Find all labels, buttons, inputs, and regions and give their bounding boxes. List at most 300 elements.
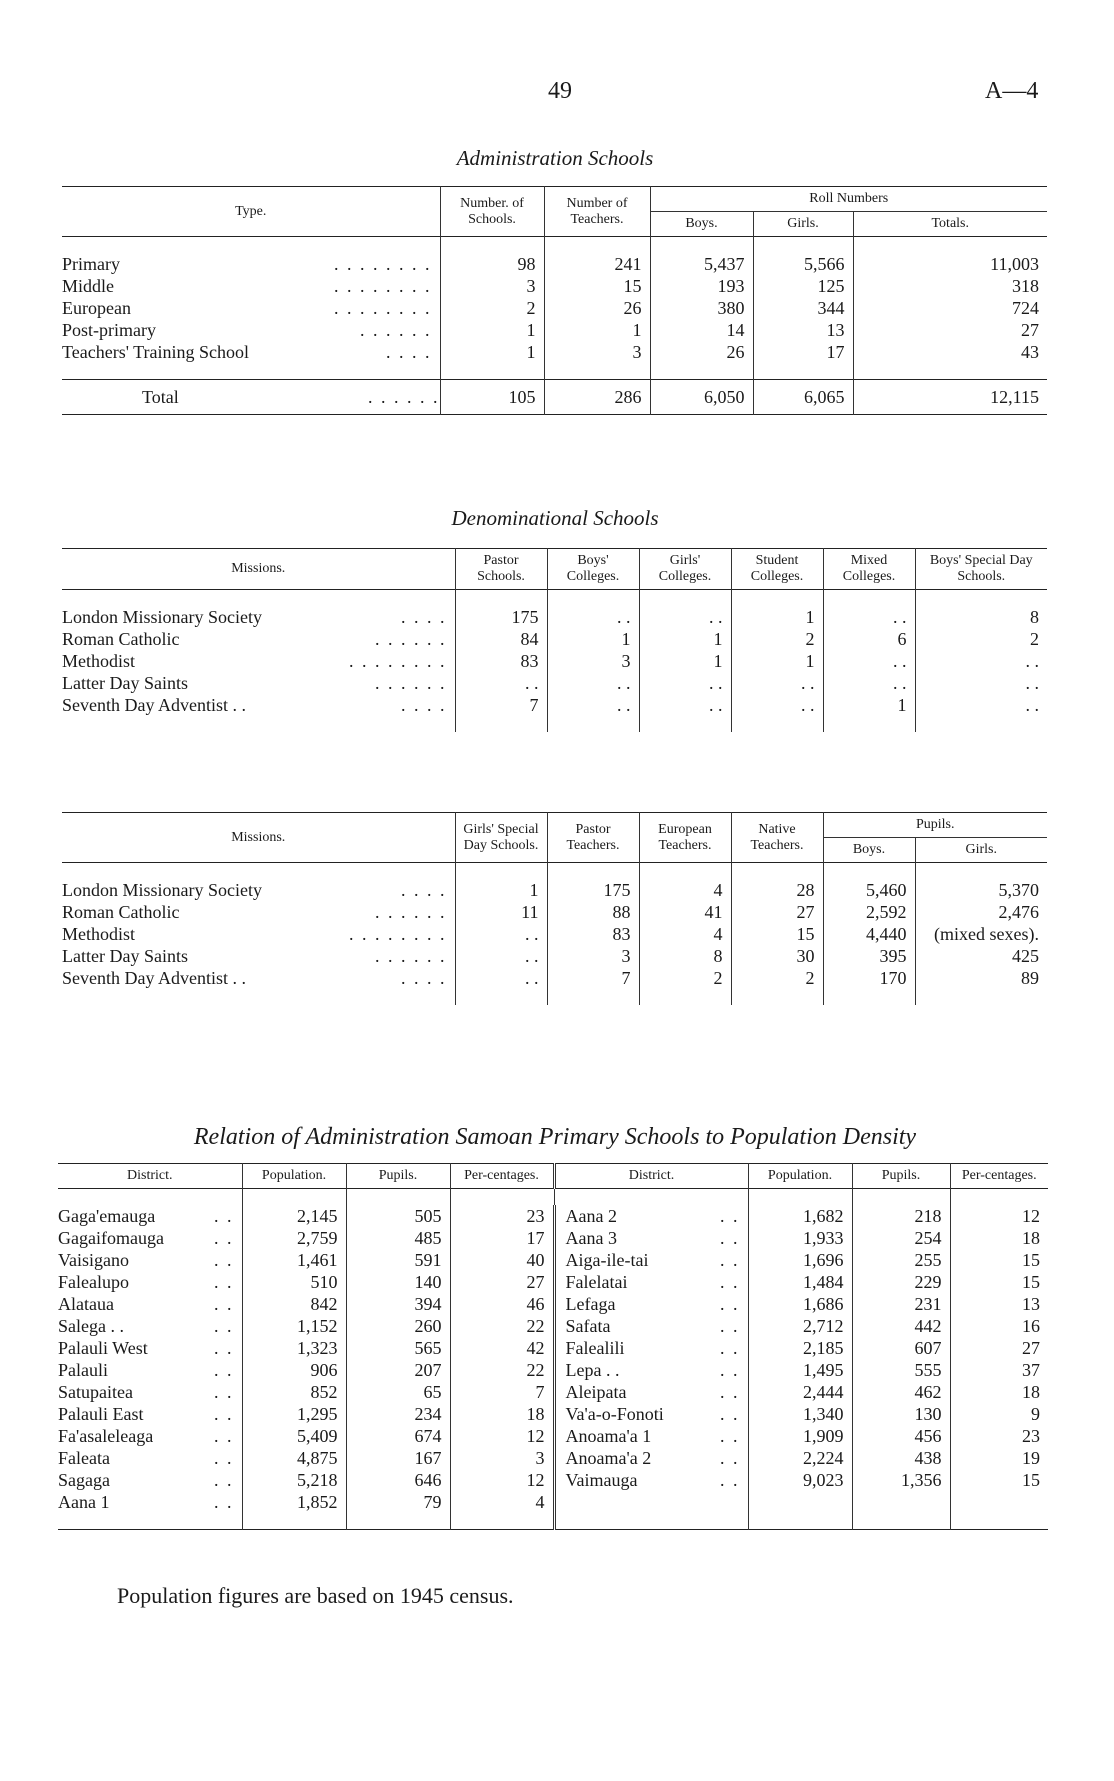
district-name	[554, 1381, 748, 1403]
header-missions: Missions.	[231, 829, 286, 845]
mission-name-text: London Missionary Society	[62, 607, 262, 628]
header-district-right: District.	[554, 1164, 748, 1189]
pct-value: 12	[450, 1469, 554, 1491]
leader-dots: . . . . . . . .	[334, 254, 432, 275]
district-name-text: Sagaga	[58, 1470, 110, 1491]
pupils-value: 234	[346, 1403, 450, 1425]
leader-dots: . . . .	[401, 607, 447, 628]
district-name-text: Falealili	[565, 1338, 625, 1359]
table-row	[62, 672, 1047, 694]
district-name-text: Aleipata	[565, 1382, 627, 1403]
leader-dots: . .	[720, 1360, 740, 1381]
table-row	[62, 628, 1047, 650]
district-name-text: Aana 1	[58, 1492, 110, 1513]
totals-value: 318	[853, 275, 1047, 297]
mission-name	[62, 923, 455, 945]
table-row	[62, 341, 1047, 363]
header-girls: Girls.	[915, 838, 1047, 863]
district-name-text: Safata	[565, 1316, 611, 1337]
pupils-value: 442	[852, 1315, 950, 1337]
pastor-teachers-value: 83	[547, 923, 639, 945]
schools-value: 1	[440, 341, 544, 363]
header-boys: Boys.	[823, 838, 915, 863]
table-row	[58, 1227, 1048, 1249]
pastor-teachers-value: 3	[547, 945, 639, 967]
leader-dots: . .	[214, 1272, 234, 1293]
pupils-value: 646	[346, 1469, 450, 1491]
table-row	[58, 1359, 1048, 1381]
district-name-text: Gagaifomauga	[58, 1228, 164, 1249]
mixed-colleges-value: 1	[823, 694, 915, 716]
table-row	[62, 879, 1047, 901]
header-pastor-schools: Pastor Schools.	[455, 549, 547, 590]
school-type-text: Middle	[62, 276, 114, 297]
student-colleges-value: . .	[731, 672, 823, 694]
population-value: 5,218	[242, 1469, 346, 1491]
leader-dots: . .	[720, 1206, 740, 1227]
mixed-colleges-value: . .	[823, 672, 915, 694]
district-name	[58, 1315, 242, 1337]
footnote: Population figures are based on 1945 census.	[117, 1583, 514, 1608]
leader-dots: . .	[720, 1272, 740, 1293]
header-totals: Totals.	[853, 212, 1047, 237]
pct-value: 22	[450, 1359, 554, 1381]
pct-value: 18	[950, 1227, 1048, 1249]
pct-value: 13	[950, 1293, 1048, 1315]
leader-dots: . .	[214, 1382, 234, 1403]
leader-dots: . .	[214, 1338, 234, 1359]
leader-dots: . . . . . . . .	[334, 276, 432, 297]
pct-value: 19	[950, 1447, 1048, 1469]
mission-name-text: Methodist	[62, 924, 136, 945]
mission-name	[62, 650, 455, 672]
pupils-value: 674	[346, 1425, 450, 1447]
population-value: 1,152	[242, 1315, 346, 1337]
mission-name	[62, 606, 455, 628]
header-mixed-colleges: Mixed Colleges.	[823, 549, 915, 590]
pupils-value: 1,356	[852, 1469, 950, 1491]
total-girls: 6,065	[753, 380, 853, 415]
boys-special-value: . .	[915, 694, 1047, 716]
table-row	[62, 319, 1047, 341]
leader-dots: . . . . . .	[375, 629, 447, 650]
pupils-value: 462	[852, 1381, 950, 1403]
population-value: 1,484	[748, 1271, 852, 1293]
totals-value: 27	[853, 319, 1047, 341]
pct-value: 27	[450, 1271, 554, 1293]
total-totals: 12,115	[853, 380, 1047, 415]
pct-value: 15	[950, 1249, 1048, 1271]
mission-name-text: London Missionary Society	[62, 880, 262, 901]
teachers-value: 15	[544, 275, 650, 297]
district-name	[58, 1337, 242, 1359]
pct-value: 17	[450, 1227, 554, 1249]
pupils-value: 591	[346, 1249, 450, 1271]
pastor-schools-value: 7	[455, 694, 547, 716]
pupils-value: 65	[346, 1381, 450, 1403]
leader-dots: . .	[720, 1448, 740, 1469]
population-value: 9,023	[748, 1469, 852, 1491]
table-row	[62, 945, 1047, 967]
girls-value: 13	[753, 319, 853, 341]
header-percentages-right: Per-centages.	[950, 1164, 1048, 1189]
district-name-text: Falealupo	[58, 1272, 129, 1293]
mixed-colleges-value: . .	[823, 606, 915, 628]
pupils-value: 140	[346, 1271, 450, 1293]
table-row	[58, 1403, 1048, 1425]
pastor-teachers-value: 175	[547, 879, 639, 901]
header-roll-numbers: Roll Numbers	[650, 187, 1047, 212]
pct-value: 4	[450, 1491, 554, 1513]
total-schools: 105	[440, 380, 544, 415]
student-colleges-value: 1	[731, 606, 823, 628]
girls-special-value: 1	[455, 879, 547, 901]
european-teachers-value: 4	[639, 879, 731, 901]
pupils-value: 229	[852, 1271, 950, 1293]
table-row	[62, 650, 1047, 672]
leader-dots: . .	[720, 1250, 740, 1271]
total-label	[62, 380, 440, 415]
population-value: 2,712	[748, 1315, 852, 1337]
leader-dots: . . . .	[401, 880, 447, 901]
district-name-text: Palauli	[58, 1360, 108, 1381]
table-row	[58, 1249, 1048, 1271]
pupils-value: 565	[346, 1337, 450, 1359]
leader-dots: . . . . . . . .	[349, 924, 447, 945]
district-name	[554, 1359, 748, 1381]
table-row	[58, 1205, 1048, 1227]
girls-value: (mixed sexes).	[915, 923, 1047, 945]
school-type	[62, 275, 440, 297]
boys-colleges-value: . .	[547, 694, 639, 716]
total-teachers: 286	[544, 380, 650, 415]
header-boys-special-day-schools: Boys' Special Day Schools.	[915, 549, 1047, 590]
population-value: 1,933	[748, 1227, 852, 1249]
district-name	[58, 1271, 242, 1293]
mission-name-text: Methodist	[62, 651, 136, 672]
pupils-value: 485	[346, 1227, 450, 1249]
leader-dots: . . . . . .	[375, 673, 447, 694]
header-percentages-left: Per-centages.	[450, 1164, 554, 1189]
mission-name	[62, 672, 455, 694]
boys-special-value: . .	[915, 672, 1047, 694]
teachers-value: 1	[544, 319, 650, 341]
leader-dots: . .	[214, 1206, 234, 1227]
header-missions: Missions.	[231, 561, 286, 577]
document-reference: A—4	[985, 78, 1039, 104]
mission-name-text: Seventh Day Adventist . .	[62, 968, 246, 989]
district-name	[58, 1293, 242, 1315]
pastor-schools-value: 175	[455, 606, 547, 628]
header-student-colleges: Student Colleges.	[731, 549, 823, 590]
pupils-value: 607	[852, 1337, 950, 1359]
header-population-right: Population.	[748, 1164, 852, 1189]
header-boys-colleges: Boys' Colleges.	[547, 549, 639, 590]
district-name	[554, 1293, 748, 1315]
leader-dots: . .	[214, 1426, 234, 1447]
district-name-text: Palauli East	[58, 1404, 144, 1425]
school-type-text: Post-primary	[62, 320, 156, 341]
leader-dots: . .	[214, 1470, 234, 1491]
boys-special-value: 2	[915, 628, 1047, 650]
header-girls-special-day-schools: Girls' Special Day Schools.	[455, 813, 547, 863]
pct-value: 15	[950, 1271, 1048, 1293]
administration-schools-title: Administration Schools	[456, 146, 654, 170]
pupils-value: 394	[346, 1293, 450, 1315]
table-row	[62, 253, 1047, 275]
district-name	[554, 1271, 748, 1293]
table-row	[62, 297, 1047, 319]
district-name-text: Lefaga	[565, 1294, 616, 1315]
pupils-value: 255	[852, 1249, 950, 1271]
leader-dots: . . . . . .	[375, 946, 447, 967]
table-row	[58, 1425, 1048, 1447]
page-number: 49	[548, 78, 572, 104]
totals-value: 11,003	[853, 253, 1047, 275]
teachers-value: 241	[544, 253, 650, 275]
pupils-value: 79	[346, 1491, 450, 1513]
girls-value: 125	[753, 275, 853, 297]
header-pupils: Pupils.	[823, 813, 1047, 838]
pupils-value: 505	[346, 1205, 450, 1227]
mission-name-text: Roman Catholic	[62, 902, 180, 923]
district-name-text: Lepa . .	[565, 1360, 620, 1381]
mixed-colleges-value: . .	[823, 650, 915, 672]
girls-value: 425	[915, 945, 1047, 967]
population-value: 1,909	[748, 1425, 852, 1447]
school-type	[62, 341, 440, 363]
table-row	[62, 923, 1047, 945]
boys-value: 14	[650, 319, 753, 341]
header-type: Type.	[235, 203, 267, 219]
table-row	[62, 694, 1047, 716]
population-value: 5,409	[242, 1425, 346, 1447]
boys-special-value: 8	[915, 606, 1047, 628]
header-pupils-left: Pupils.	[346, 1164, 450, 1189]
table-row	[58, 1293, 1048, 1315]
district-name	[58, 1469, 242, 1491]
district-name-text: Aana 2	[565, 1206, 617, 1227]
header-number-of-schools: Number. of Schools.	[440, 187, 544, 237]
native-teachers-value: 15	[731, 923, 823, 945]
girls-colleges-value: . .	[639, 606, 731, 628]
district-name	[58, 1491, 242, 1513]
boys-value: 5,437	[650, 253, 753, 275]
header-population-left: Population.	[242, 1164, 346, 1189]
leader-dots: . .	[720, 1338, 740, 1359]
girls-value: 17	[753, 341, 853, 363]
leader-dots: . .	[214, 1294, 234, 1315]
student-colleges-value: . .	[731, 694, 823, 716]
european-teachers-value: 4	[639, 923, 731, 945]
schools-value: 2	[440, 297, 544, 319]
student-colleges-value: 2	[731, 628, 823, 650]
table-row	[62, 967, 1047, 989]
schools-value: 3	[440, 275, 544, 297]
district-name	[554, 1469, 748, 1491]
district-name	[58, 1425, 242, 1447]
leader-dots: . . . . . . . .	[349, 651, 447, 672]
leader-dots: . . . . . .	[375, 902, 447, 923]
district-name-text: Fa'asaleleaga	[58, 1426, 154, 1447]
header-district-left: District.	[127, 1168, 173, 1183]
population-value: 1,295	[242, 1403, 346, 1425]
population-value: 2,185	[748, 1337, 852, 1359]
totals-value: 43	[853, 341, 1047, 363]
leader-dots: . .	[214, 1360, 234, 1381]
school-type-text: Primary	[62, 254, 120, 275]
table-row	[58, 1337, 1048, 1359]
table-row	[58, 1381, 1048, 1403]
total-boys: 6,050	[650, 380, 753, 415]
administration-schools-table	[62, 186, 1047, 415]
pastor-teachers-value: 7	[547, 967, 639, 989]
district-name-text: Falelatai	[565, 1272, 628, 1293]
pct-value: 46	[450, 1293, 554, 1315]
girls-value: 5,566	[753, 253, 853, 275]
header-european-teachers: European Teachers.	[639, 813, 731, 863]
pupils-value: 254	[852, 1227, 950, 1249]
population-value: 2,759	[242, 1227, 346, 1249]
girls-value: 344	[753, 297, 853, 319]
leader-dots: . .	[720, 1404, 740, 1425]
boys-colleges-value: 3	[547, 650, 639, 672]
leader-dots: . . . . . .	[368, 387, 440, 408]
leader-dots: . . . .	[401, 695, 447, 716]
district-name	[554, 1227, 748, 1249]
pct-value: 18	[450, 1403, 554, 1425]
girls-value: 89	[915, 967, 1047, 989]
population-value: 906	[242, 1359, 346, 1381]
european-teachers-value: 8	[639, 945, 731, 967]
pct-value: 3	[450, 1447, 554, 1469]
header-girls-colleges: Girls' Colleges.	[639, 549, 731, 590]
pupils-value: 555	[852, 1359, 950, 1381]
district-name-text: Vaimauga	[565, 1470, 638, 1491]
leader-dots: . . . .	[401, 968, 447, 989]
mission-name-text: Latter Day Saints	[62, 673, 188, 694]
pastor-schools-value: . .	[455, 672, 547, 694]
leader-dots: . . . . . . . .	[334, 298, 432, 319]
district-name	[58, 1205, 242, 1227]
school-type	[62, 297, 440, 319]
girls-value: 2,476	[915, 901, 1047, 923]
girls-special-value: . .	[455, 923, 547, 945]
mission-name	[62, 901, 455, 923]
population-value: 1,682	[748, 1205, 852, 1227]
pct-value: 42	[450, 1337, 554, 1359]
girls-colleges-value: . .	[639, 672, 731, 694]
district-name-text: Gaga'emauga	[58, 1206, 156, 1227]
mission-name-text: Seventh Day Adventist . .	[62, 695, 246, 716]
leader-dots: . .	[720, 1470, 740, 1491]
pupils-value: 207	[346, 1359, 450, 1381]
european-teachers-value: 2	[639, 967, 731, 989]
leader-dots: . .	[214, 1404, 234, 1425]
population-density-title: Relation of Administration Samoan Primary Schools to Population Density	[193, 1124, 917, 1150]
district-name-text: Aana 3	[565, 1228, 617, 1249]
pastor-schools-value: 84	[455, 628, 547, 650]
teachers-value: 3	[544, 341, 650, 363]
girls-colleges-value: . .	[639, 694, 731, 716]
native-teachers-value: 28	[731, 879, 823, 901]
mission-name-text: Roman Catholic	[62, 629, 180, 650]
pct-value: 16	[950, 1315, 1048, 1337]
leader-dots: . .	[720, 1294, 740, 1315]
table-row	[62, 901, 1047, 923]
denominational-schools-table-part1	[62, 548, 1047, 732]
district-name-text: Anoama'a 1	[565, 1426, 652, 1447]
boys-value: 26	[650, 341, 753, 363]
total-row	[62, 380, 1047, 415]
table-row	[58, 1315, 1048, 1337]
district-name-text: Satupaitea	[58, 1382, 133, 1403]
table-row	[62, 275, 1047, 297]
pupils-value: 218	[852, 1205, 950, 1227]
school-type-text: European	[62, 298, 131, 319]
population-value: 852	[242, 1381, 346, 1403]
leader-dots: . .	[214, 1316, 234, 1337]
school-type-text: Teachers' Training School	[62, 342, 249, 363]
totals-value: 724	[853, 297, 1047, 319]
district-name-text: Faleata	[58, 1448, 110, 1469]
district-name	[58, 1447, 242, 1469]
pct-value: 23	[950, 1425, 1048, 1447]
pct-value: 37	[950, 1359, 1048, 1381]
district-name	[554, 1425, 748, 1447]
population-value: 1,696	[748, 1249, 852, 1271]
district-name-text: Alataua	[58, 1294, 114, 1315]
district-name	[58, 1227, 242, 1249]
district-name	[554, 1249, 748, 1271]
boys-value: 2,592	[823, 901, 915, 923]
mission-name	[62, 628, 455, 650]
district-name	[58, 1359, 242, 1381]
population-value: 842	[242, 1293, 346, 1315]
native-teachers-value: 2	[731, 967, 823, 989]
district-name	[554, 1205, 748, 1227]
population-value: 1,495	[748, 1359, 852, 1381]
pct-value: 18	[950, 1381, 1048, 1403]
pct-value: 15	[950, 1469, 1048, 1491]
pupils-value: 260	[346, 1315, 450, 1337]
denominational-schools-table-part2	[62, 812, 1047, 1005]
boys-value: 395	[823, 945, 915, 967]
boys-colleges-value: 1	[547, 628, 639, 650]
school-type	[62, 253, 440, 275]
header-girls: Girls.	[753, 212, 853, 237]
population-value: 1,686	[748, 1293, 852, 1315]
schools-value: 1	[440, 319, 544, 341]
boys-value: 5,460	[823, 879, 915, 901]
pct-value: 22	[450, 1315, 554, 1337]
district-name	[58, 1249, 242, 1271]
total-text: Total	[142, 387, 179, 408]
district-name	[554, 1337, 748, 1359]
boys-value: 380	[650, 297, 753, 319]
girls-colleges-value: 1	[639, 650, 731, 672]
table-row	[58, 1469, 1048, 1491]
native-teachers-value: 27	[731, 901, 823, 923]
table-row	[58, 1447, 1048, 1469]
pct-value: 23	[450, 1205, 554, 1227]
schools-value: 98	[440, 253, 544, 275]
leader-dots: . .	[214, 1250, 234, 1271]
mission-name	[62, 967, 455, 989]
population-value: 1,461	[242, 1249, 346, 1271]
population-value: 2,145	[242, 1205, 346, 1227]
boys-colleges-value: . .	[547, 606, 639, 628]
